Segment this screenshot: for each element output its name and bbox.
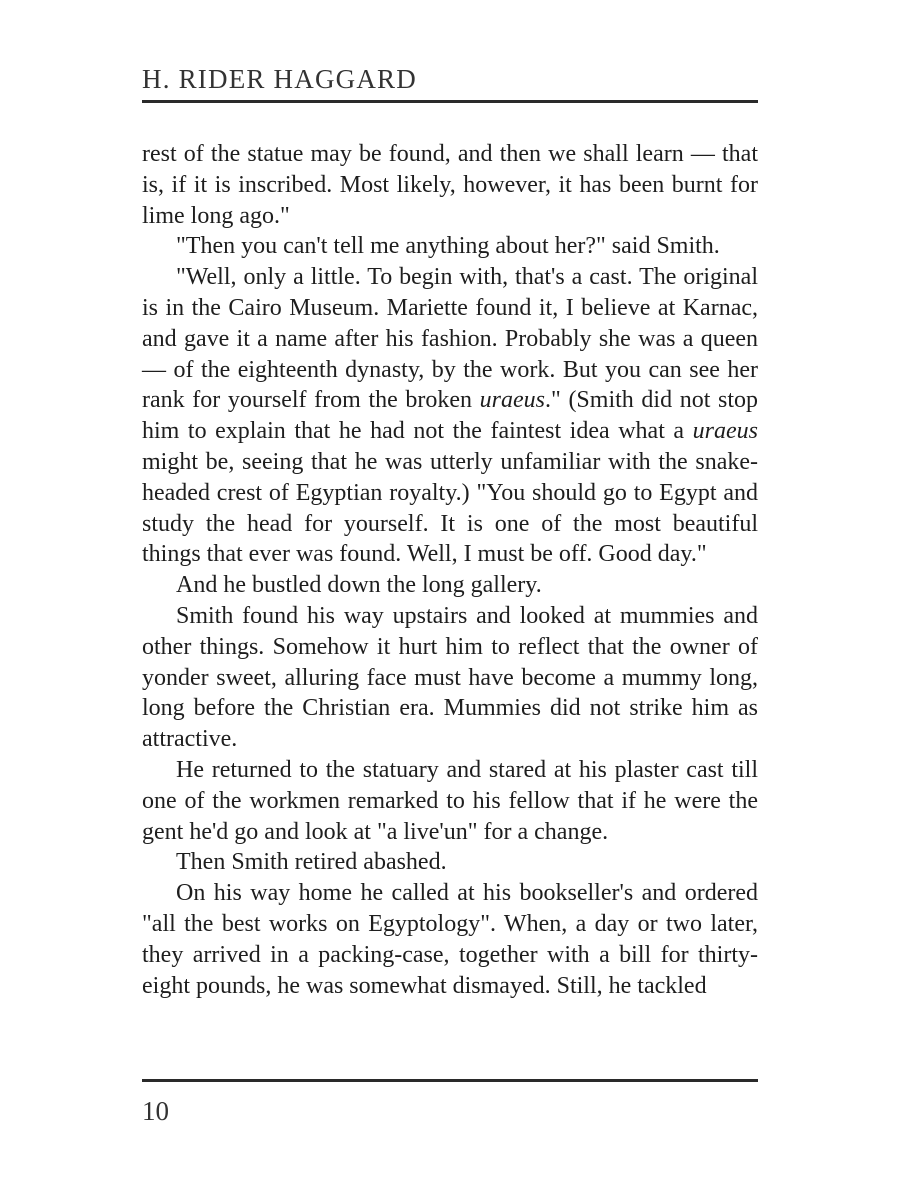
- paragraph: [142, 231, 758, 262]
- paragraph: [142, 847, 758, 878]
- paragraph-text: ." (Smith did not stop him to explain that he had not the faintest idea what a: [142, 387, 759, 445]
- paragraph: [142, 570, 758, 601]
- italic-term: uraeus: [692, 418, 758, 445]
- paragraph: [142, 878, 758, 1001]
- paragraph: [142, 139, 758, 231]
- italic-term: uraeus: [479, 387, 546, 414]
- paragraph-text: might be, seeing that he was utterly unfamiliar with the snake-headed crest of Egyptian royalty.) "You should go to Egypt and study the head for yourself. It is one of the most beautiful things that ever was found. Well, I must be off. Good day.": [142, 448, 758, 568]
- paragraph-text: On his way home he called at his bookseller's and ordered "all the best works on Egyptology". When, a day or two later, they arrived in a packing-case, together with a bill for thirty-eight pounds, he was somewhat dismayed. Still, he tackled: [142, 880, 758, 999]
- body-text: [142, 139, 758, 1001]
- paragraph: [142, 755, 758, 847]
- paragraph-text: "Then you can't tell me anything about her?" said Smith.: [176, 233, 720, 260]
- paragraph-text: Then Smith retired abashed.: [176, 849, 447, 876]
- paragraph-text: Smith found his way upstairs and looked at mummies and other things. Somehow it hurt him to reflect that the owner of yonder sweet, alluring face must have become a mummy long, long before the Christian era. Mummies did not strike him as attractive.: [142, 602, 758, 753]
- running-head: H. RIDER HAGGARD: [142, 64, 417, 94]
- header-rule: [142, 100, 758, 103]
- paragraph-text: He returned to the statuary and stared at his plaster cast till one of the workmen remarked to his fellow that if he were the gent he'd go and look at "a live'un" for a change.: [142, 756, 758, 845]
- paragraph-text: "Well, only a little. To begin with, that's a cast. The original is in the Cairo Museum. Mariette found it, I believe at Karnac, and gave it a name after his fashion. Probably she was a queen — of the eighteenth dynasty, by the work. But you can see her rank for yourself from the broken: [142, 264, 758, 414]
- paragraph: [142, 601, 758, 755]
- paragraph-text: rest of the statue may be found, and then we shall learn — that is, if it is inscribed. Most likely, however, it has been burnt for lime long ago.": [142, 141, 758, 229]
- footer-rule: [142, 1079, 758, 1082]
- paragraph: [142, 262, 758, 570]
- paragraph-text: And he bustled down the long gallery.: [176, 572, 542, 599]
- page-number: 10: [142, 1096, 169, 1126]
